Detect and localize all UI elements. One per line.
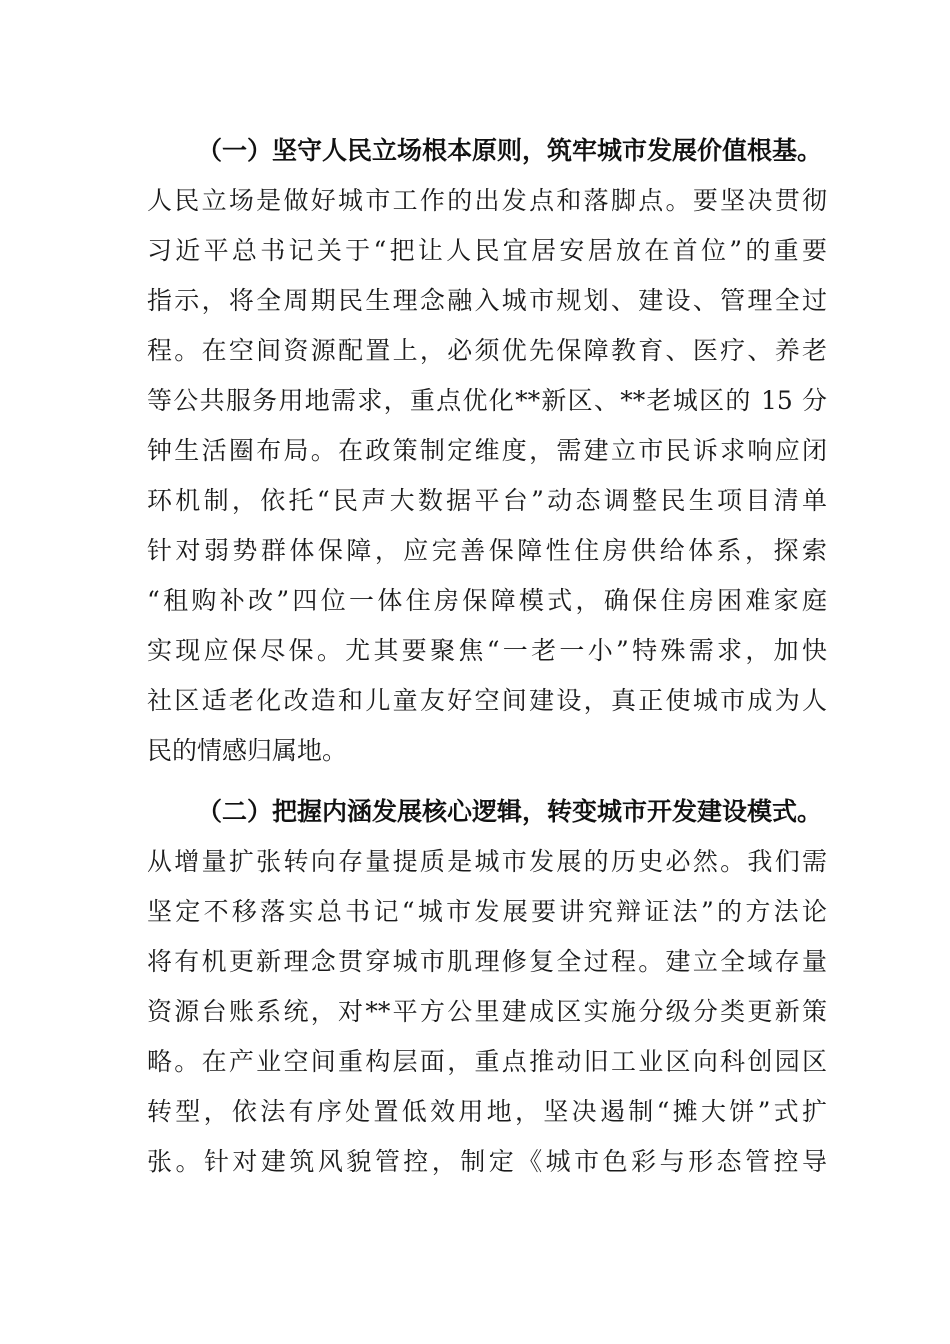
section-1-line: 民的情感归属地。 (147, 736, 348, 765)
section-1-line: 指示，将全周期民生理念融入城市规划、建设、管理全过 (147, 286, 827, 315)
section-1-line: 实现应保尽保。尤其要聚焦“一老一小”特殊需求，加快 (147, 636, 827, 665)
section-1-line: 等公共服务用地需求，重点优化**新区、**老城区的 15 分 (147, 386, 827, 415)
section-2-line: 将有机更新理念贯穿城市肌理修复全过程。建立全域存量 (147, 947, 827, 976)
section-1-line: 社区适老化改造和儿童友好空间建设，真正使城市成为人 (147, 686, 827, 715)
section-2-line: 略。在产业空间重构层面，重点推动旧工业区向科创园区 (147, 1047, 827, 1076)
section-1-line: 程。在空间资源配置上，必须优先保障教育、医疗、养老 (147, 336, 827, 365)
section-2-line: 坚定不移落实总书记“城市发展要讲究辩证法”的方法论 (147, 897, 827, 926)
section-2-line: 从增量扩张转向存量提质是城市发展的历史必然。我们需 (147, 847, 827, 876)
section-1-heading: （一）坚守人民立场根本原则，筑牢城市发展价值根基。 (197, 136, 823, 165)
section-2-line: 张。针对建筑风貌管控，制定《城市色彩与形态管控导 (147, 1147, 827, 1176)
section-1-line: “租购补改”四位一体住房保障模式，确保住房困难家庭 (147, 586, 827, 615)
section-2-line: 转型，依法有序处置低效用地，坚决遏制“摊大饼”式扩 (147, 1097, 827, 1126)
section-2-line: 资源台账系统，对**平方公里建成区实施分级分类更新策 (147, 997, 827, 1026)
section-1-line: 环机制，依托“民声大数据平台”动态调整民生项目清单 (147, 486, 827, 515)
section-1-line: 人民立场是做好城市工作的出发点和落脚点。要坚决贯彻 (147, 186, 827, 215)
section-2-heading: （二）把握内涵发展核心逻辑，转变城市开发建设模式。 (197, 797, 823, 826)
section-1-line: 钟生活圈布局。在政策制定维度，需建立市民诉求响应闭 (147, 436, 827, 465)
section-1-line: 习近平总书记关于“把让人民宜居安居放在首位”的重要 (147, 236, 827, 265)
section-1-line: 针对弱势群体保障，应完善保障性住房供给体系，探索 (147, 536, 827, 565)
